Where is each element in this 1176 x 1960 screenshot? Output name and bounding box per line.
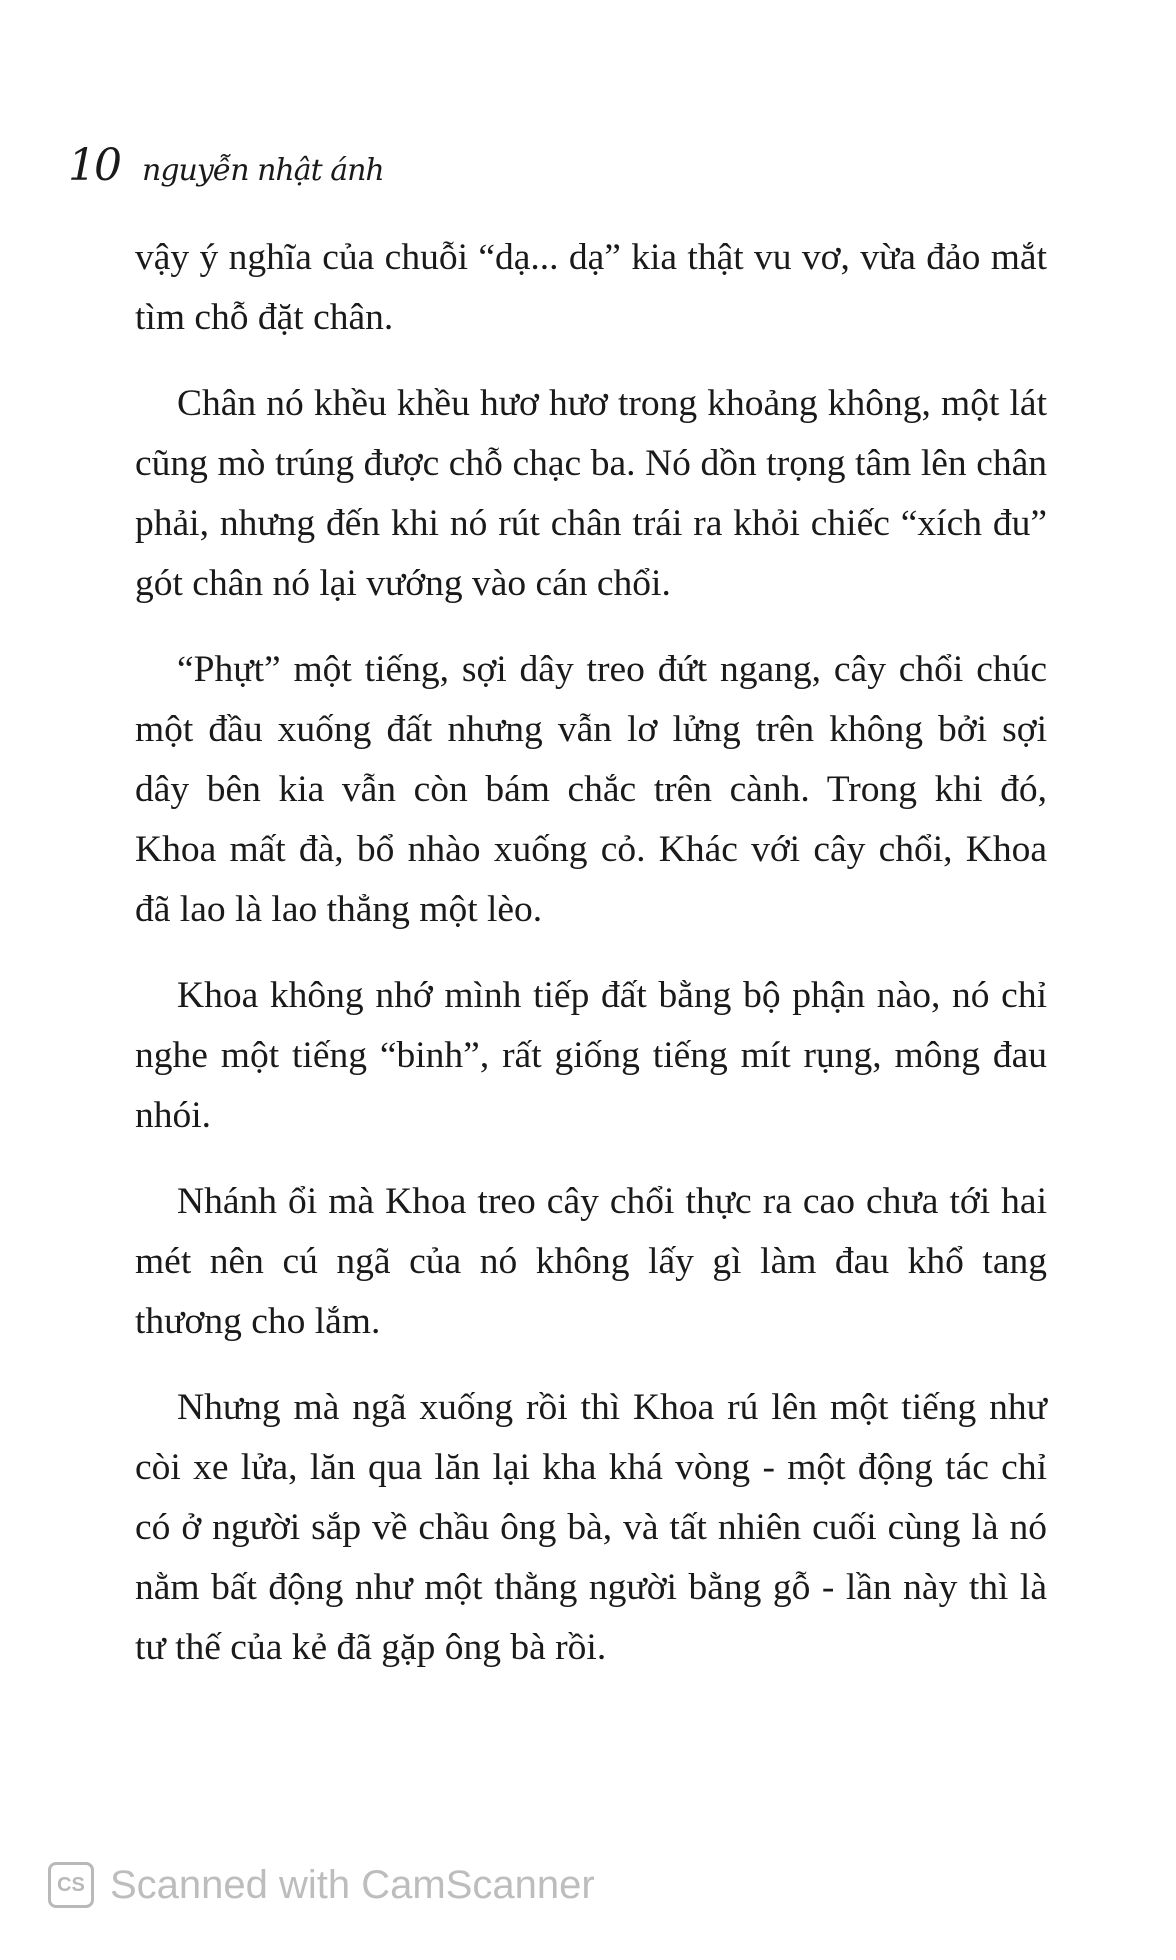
paragraph: Nhánh ổi mà Khoa treo cây chổi thực ra cao chưa tới hai mét nên cú ngã của nó không lấy gì làm đau khổ tang thương cho lắm. [135,1181,1047,1342]
page-header [68,140,384,191]
author-name: nguyễn nhật ánh [142,153,384,188]
body-text [135,228,1047,1704]
watermark-text: Scanned with CamScanner [110,1862,595,1907]
paragraph: “Phựt” một tiếng, sợi dây treo đứt ngang, cây chổi chúc một đầu xuống đất nhưng vẫn lơ lửng trên không bởi sợi dây bên kia vẫn còn bám chắc trên cành. Trong khi đó, Khoa mất đà, bổ nhào xuống cỏ. Khác với cây chổi, Khoa đã lao là lao thẳng một lèo. [135,649,1047,930]
scanner-watermark [48,1862,595,1908]
paragraph: Chân nó khều khều hươ hươ trong khoảng không, một lát cũng mò trúng được chỗ chạc ba. Nó dồn trọng tâm lên chân phải, nhưng đến khi nó rút chân trái ra khỏi chiếc “xích đu” gót chân nó lại vướng vào cán chổi. [135,383,1047,604]
paragraph: Nhưng mà ngã xuống rồi thì Khoa rú lên một tiếng như còi xe lửa, lăn qua lăn lại kha khá vòng - một động tác chỉ có ở người sắp về chầu ông bà, và tất nhiên cuối cùng là nó nằm bất động như một thằng người bằng gỗ - lần này thì là tư thế của kẻ đã gặp ông bà rồi. [135,1387,1047,1668]
camscanner-logo-icon: CS [48,1862,94,1908]
paragraph: vậy ý nghĩa của chuỗi “dạ... dạ” kia thật vu vơ, vừa đảo mắt tìm chỗ đặt chân. [135,237,1047,338]
paragraph: Khoa không nhớ mình tiếp đất bằng bộ phận nào, nó chỉ nghe một tiếng “binh”, rất giống tiếng mít rụng, mông đau nhói. [135,975,1047,1136]
page-number: 10 [68,140,120,191]
